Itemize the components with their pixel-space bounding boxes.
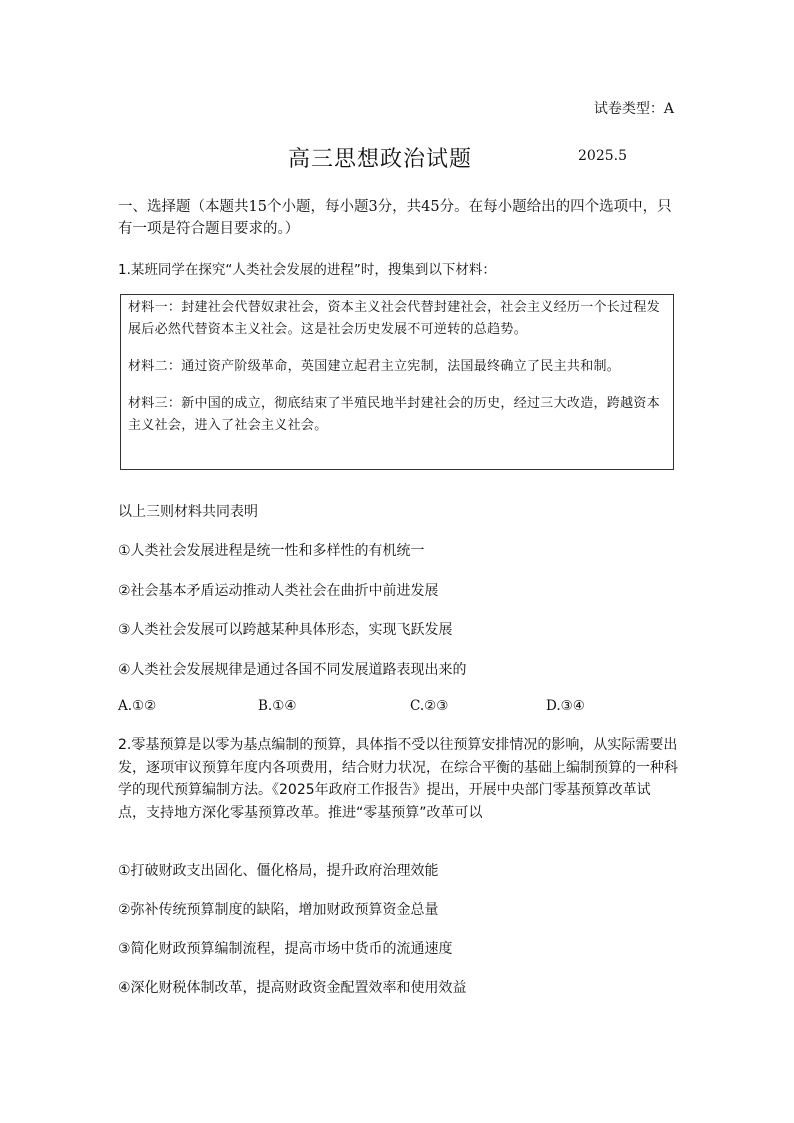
question-2-statement-2: ②弥补传统预算制度的缺陷，增加财政预算资金总量 [118, 902, 439, 918]
paper-type-label: 试卷类型：A [593, 101, 674, 117]
question-2-statement-4: ④深化财税体制改革，提高财政资金配置效率和使用效益 [118, 980, 467, 996]
material-2: 材料二：通过资产阶级革命，英国建立起君主立宪制，法国最终确立了民主共和制。 [128, 359, 621, 374]
section-instructions: 一、选择题（本题共15个小题，每小题3分，共45分。在每小题给出的四个选项中，只有一项是符合题目要求的。） [118, 199, 672, 237]
question-1-statement-4: ④人类社会发展规律是通过各国不同发展道路表现出来的 [118, 662, 467, 678]
option-a[interactable]: A.①② [118, 698, 157, 714]
option-c[interactable]: C.②③ [410, 698, 449, 714]
question-1-statement-2: ②社会基本矛盾运动推动人类社会在曲折中前进发展 [118, 583, 439, 599]
question-1-stem: 1.某班同学在探究“人类社会发展的进程”时，搜集到以下材料： [118, 262, 496, 278]
material-box [120, 294, 674, 470]
question-2-stem: 2.零基预算是以零为基点编制的预算，具体指不受以往预算安排情况的影响，从实际需要出发，逐项审议预算年度内各项费用，结合财力状况，在综合平衡的基础上编制预算的一种科学的现代预算编制方法。《2025年政府工作报告》提出，开展中央部门零基预算改革试点，支持地方深化零基预算改革。推进“零基预算”改革可以 [118, 737, 678, 821]
question-1-options [118, 698, 678, 718]
material-3: 材料三：新中国的成立，彻底结束了半殖民地半封建社会的历史，经过三大改造，跨越资本主义社会，进入了社会主义社会。 [128, 396, 661, 433]
exam-date: 2025.5 [578, 148, 627, 164]
option-b[interactable]: B.①④ [258, 698, 297, 714]
question-1-statement-3: ③人类社会发展可以跨越某种具体形态，实现飞跃发展 [118, 622, 453, 638]
title-row [0, 142, 794, 172]
page-title: 高三思想政治试题 [288, 147, 473, 172]
option-d[interactable]: D.③④ [546, 698, 585, 714]
material-1: 材料一：封建社会代替奴隶社会，资本主义社会代替封建社会，社会主义经历一个长过程发展后必然代替资本主义社会。这是社会历史发展不可逆转的总趋势。 [128, 300, 661, 337]
question-1-statement-1: ①人类社会发展进程是统一性和多样性的有机统一 [118, 543, 425, 559]
question-1-prompt: 以上三则材料共同表明 [118, 504, 258, 520]
question-2-statement-1: ①打破财政支出固化、僵化格局，提升政府治理效能 [118, 863, 439, 879]
question-2-statement-3: ③简化财政预算编制流程，提高市场中货币的流通速度 [118, 941, 453, 957]
